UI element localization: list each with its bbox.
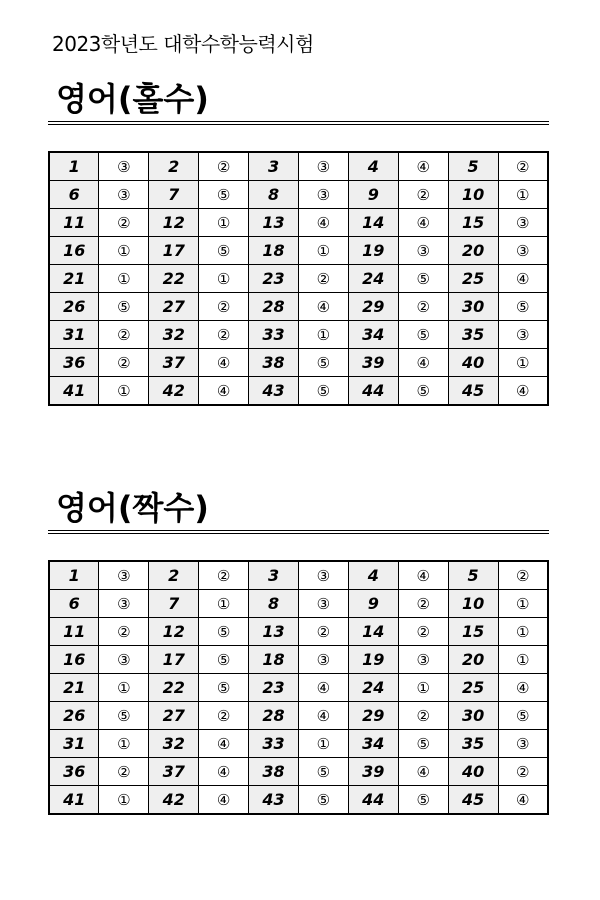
question-number: 16 [49,646,99,674]
question-number: 23 [249,674,299,702]
answer-choice: ⑤ [199,646,249,674]
question-number: 17 [149,646,199,674]
question-number: 9 [348,590,398,618]
question-number: 29 [348,293,398,321]
answer-choice: ⑤ [99,293,149,321]
answer-choice: ⑤ [199,674,249,702]
question-number: 24 [348,674,398,702]
question-number: 19 [348,237,398,265]
question-number: 36 [49,349,99,377]
title-divider-odd [48,121,549,125]
answer-choice: ② [99,349,149,377]
table-row [49,730,548,758]
question-number: 38 [249,349,299,377]
table-row [49,618,548,646]
table-row [49,293,548,321]
answer-choice: ① [498,349,548,377]
question-number: 3 [249,152,299,181]
question-number: 8 [249,181,299,209]
answer-choice: ① [498,646,548,674]
answer-choice: ① [298,321,348,349]
answer-choice: ⑤ [298,377,348,406]
answer-choice: ② [99,209,149,237]
answer-choice: ② [199,321,249,349]
answer-choice: ② [398,702,448,730]
answer-choice: ① [398,674,448,702]
question-number: 26 [49,702,99,730]
answer-choice: ③ [298,646,348,674]
question-number: 44 [348,786,398,815]
question-number: 31 [49,321,99,349]
answer-table-even [48,560,549,815]
answer-choice: ④ [398,349,448,377]
answer-choice: ⑤ [298,758,348,786]
answer-choice: ② [498,758,548,786]
question-number: 39 [348,349,398,377]
question-number: 2 [149,152,199,181]
question-number: 28 [249,702,299,730]
answer-choice: ① [99,674,149,702]
answer-choice: ② [398,181,448,209]
answer-choice: ⑤ [199,618,249,646]
question-number: 26 [49,293,99,321]
title-divider-even [48,530,549,534]
question-number: 1 [49,561,99,590]
answer-choice: ③ [99,152,149,181]
answer-choice: ④ [298,293,348,321]
answer-choice: ③ [498,209,548,237]
answer-choice: ③ [298,152,348,181]
table-row [49,181,548,209]
question-number: 13 [249,618,299,646]
answer-choice: ② [199,152,249,181]
answer-choice: ⑤ [298,786,348,815]
question-number: 20 [448,646,498,674]
answer-choice: ④ [498,674,548,702]
answer-choice: ③ [99,646,149,674]
answer-choice: ② [99,758,149,786]
question-number: 37 [149,349,199,377]
question-number: 43 [249,786,299,815]
question-number: 11 [49,209,99,237]
question-number: 13 [249,209,299,237]
answer-choice: ③ [398,646,448,674]
answer-choice: ② [199,561,249,590]
answer-choice: ⑤ [398,265,448,293]
question-number: 32 [149,730,199,758]
answer-choice: ⑤ [498,702,548,730]
answer-choice: ④ [298,674,348,702]
question-number: 9 [348,181,398,209]
answer-choice: ⑤ [498,293,548,321]
question-number: 42 [149,786,199,815]
answer-choice: ① [199,265,249,293]
question-number: 40 [448,349,498,377]
answer-choice: ③ [498,321,548,349]
question-number: 18 [249,237,299,265]
question-number: 3 [249,561,299,590]
answer-choice: ④ [199,786,249,815]
answer-choice: ② [99,618,149,646]
question-number: 6 [49,590,99,618]
answer-choice: ⑤ [398,377,448,406]
question-number: 34 [348,321,398,349]
answer-choice: ② [398,618,448,646]
question-number: 41 [49,377,99,406]
question-number: 45 [448,377,498,406]
question-number: 7 [149,181,199,209]
question-number: 6 [49,181,99,209]
answer-choice: ① [99,730,149,758]
table-row [49,209,548,237]
answer-choice: ③ [398,237,448,265]
table-row [49,758,548,786]
question-number: 1 [49,152,99,181]
question-number: 27 [149,293,199,321]
question-number: 35 [448,730,498,758]
question-number: 22 [149,674,199,702]
answer-choice: ② [199,702,249,730]
answer-choice: ③ [99,561,149,590]
question-number: 34 [348,730,398,758]
answer-choice: ③ [298,590,348,618]
question-number: 17 [149,237,199,265]
table-row [49,702,548,730]
answer-choice: ③ [99,181,149,209]
question-number: 18 [249,646,299,674]
question-number: 7 [149,590,199,618]
answer-choice: ⑤ [199,181,249,209]
question-number: 29 [348,702,398,730]
question-number: 37 [149,758,199,786]
answer-choice: ④ [398,152,448,181]
question-number: 11 [49,618,99,646]
answer-choice: ① [199,209,249,237]
answer-choice: ② [398,590,448,618]
answer-choice: ④ [199,349,249,377]
question-number: 32 [149,321,199,349]
question-number: 31 [49,730,99,758]
question-number: 15 [448,209,498,237]
question-number: 8 [249,590,299,618]
table-row [49,786,548,815]
question-number: 10 [448,181,498,209]
answer-choice: ① [99,265,149,293]
question-number: 42 [149,377,199,406]
table-row [49,152,548,181]
answer-table-odd [48,151,549,406]
question-number: 28 [249,293,299,321]
question-number: 41 [49,786,99,815]
answer-choice: ③ [498,237,548,265]
table-row [49,349,548,377]
answer-choice: ⑤ [398,786,448,815]
question-number: 12 [149,618,199,646]
question-number: 23 [249,265,299,293]
answer-choice: ③ [99,590,149,618]
question-number: 25 [448,265,498,293]
answer-choice: ① [498,618,548,646]
answer-choice: ④ [298,702,348,730]
table-row [49,674,548,702]
answer-choice: ② [199,293,249,321]
answer-choice: ③ [498,730,548,758]
question-number: 2 [149,561,199,590]
answer-choice: ④ [498,377,548,406]
answer-choice: ⑤ [99,702,149,730]
question-number: 40 [448,758,498,786]
question-number: 5 [448,152,498,181]
question-number: 12 [149,209,199,237]
answer-choice: ② [498,561,548,590]
table-row [49,265,548,293]
question-number: 39 [348,758,398,786]
table-row [49,561,548,590]
table-row [49,237,548,265]
answer-choice: ④ [199,377,249,406]
answer-choice: ① [99,786,149,815]
section-title-even: 영어(짝수) [56,489,209,527]
answer-choice: ③ [298,561,348,590]
question-number: 14 [348,618,398,646]
answer-choice: ② [99,321,149,349]
question-number: 27 [149,702,199,730]
question-number: 35 [448,321,498,349]
question-number: 45 [448,786,498,815]
question-number: 21 [49,674,99,702]
question-number: 14 [348,209,398,237]
answer-choice: ① [199,590,249,618]
answer-choice: ③ [298,181,348,209]
table-row [49,321,548,349]
answer-choice: ⑤ [398,321,448,349]
answer-choice: ① [498,590,548,618]
answer-choice: ① [498,181,548,209]
table-row [49,590,548,618]
question-number: 10 [448,590,498,618]
answer-choice: ① [298,237,348,265]
question-number: 5 [448,561,498,590]
question-number: 33 [249,730,299,758]
question-number: 44 [348,377,398,406]
answer-choice: ④ [298,209,348,237]
answer-choice: ④ [498,265,548,293]
table-row [49,646,548,674]
question-number: 19 [348,646,398,674]
question-number: 33 [249,321,299,349]
question-number: 43 [249,377,299,406]
question-number: 4 [348,561,398,590]
answer-choice: ① [298,730,348,758]
answer-choice: ④ [398,561,448,590]
answer-choice: ⑤ [199,237,249,265]
answer-choice: ① [99,237,149,265]
answer-choice: ① [99,377,149,406]
answer-choice: ④ [398,209,448,237]
question-number: 21 [49,265,99,293]
answer-choice: ② [498,152,548,181]
question-number: 30 [448,293,498,321]
question-number: 25 [448,674,498,702]
question-number: 36 [49,758,99,786]
answer-choice: ⑤ [298,349,348,377]
question-number: 20 [448,237,498,265]
question-number: 24 [348,265,398,293]
answer-choice: ④ [398,758,448,786]
question-number: 16 [49,237,99,265]
answer-choice: ④ [199,758,249,786]
question-number: 15 [448,618,498,646]
answer-choice: ④ [498,786,548,815]
question-number: 38 [249,758,299,786]
question-number: 22 [149,265,199,293]
answer-choice: ② [398,293,448,321]
answer-choice: ② [298,265,348,293]
question-number: 30 [448,702,498,730]
answer-choice: ⑤ [398,730,448,758]
table-row [49,377,548,406]
question-number: 4 [348,152,398,181]
answer-choice: ④ [199,730,249,758]
answer-choice: ② [298,618,348,646]
exam-title: 2023학년도 대학수학능력시험 [52,32,314,56]
section-title-odd: 영어(홀수) [56,80,209,118]
